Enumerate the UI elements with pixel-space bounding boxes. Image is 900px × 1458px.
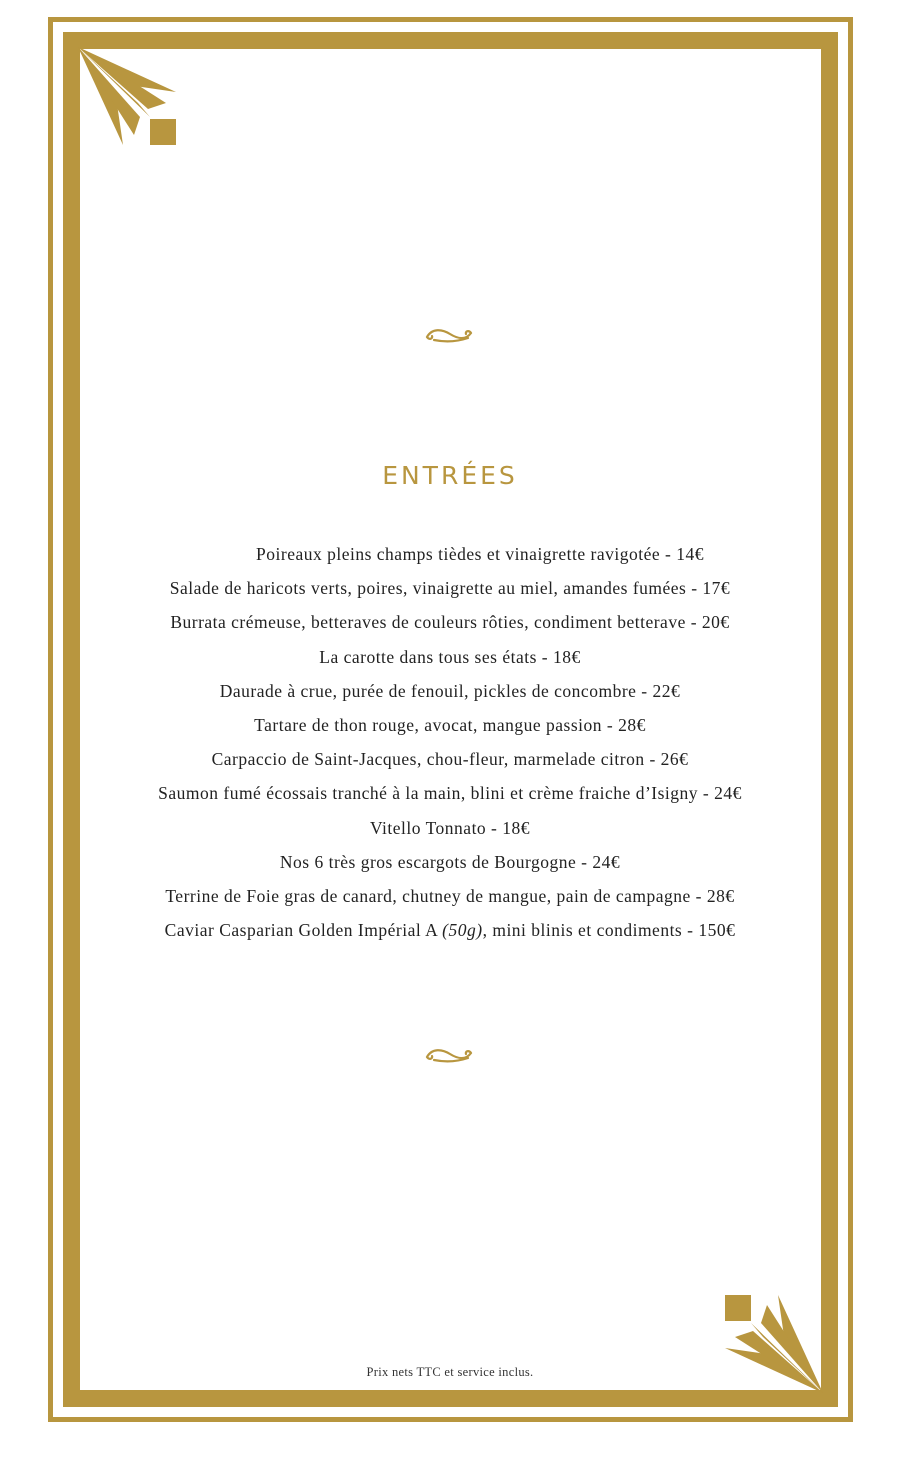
menu-item-text: , mini blinis et condiments - 150€: [482, 920, 736, 941]
menu-item: Burrata crémeuse, betteraves de couleurs rôties, condiment betterave - 20€: [170, 612, 730, 633]
menu-item: [0, 913, 900, 947]
section-title: ENTRÉES: [382, 461, 518, 490]
menu-item: La carotte dans tous ses états - 18€: [319, 646, 581, 667]
menu-item-weight: (50g): [442, 920, 483, 941]
menu-item: Saumon fumé écossais tranché à la main, blini et crème fraiche d’Isigny - 24€: [158, 783, 742, 804]
menu-item-text: Caviar Casparian Golden Impérial A: [164, 920, 443, 941]
menu-item: Carpaccio de Saint-Jacques, chou-fleur, marmelade citron - 26€: [211, 749, 689, 770]
art-deco-corner-icon-top-left: [78, 47, 178, 147]
menu-item: Tartare de thon rouge, avocat, mangue passion - 28€: [254, 714, 646, 735]
flourish-divider-icon: [424, 1046, 476, 1064]
flourish-divider-icon: [424, 326, 476, 344]
menu-item: Terrine de Foie gras de canard, chutney de mangue, pain de campagne - 28€: [165, 885, 735, 906]
price-note: Prix nets TTC et service inclus.: [366, 1365, 534, 1379]
menu-list: [0, 537, 900, 947]
menu-item: Vitello Tonnato - 18€: [369, 817, 531, 838]
menu-item: Nos 6 très gros escargots de Bourgogne - 24€: [279, 851, 621, 872]
menu-item: Poireaux pleins champs tièdes et vinaigrette ravigotée - 14€: [256, 544, 704, 564]
menu-item: Salade de haricots verts, poires, vinaigrette au miel, amandes fumées - 17€: [169, 578, 731, 599]
menu-item: Daurade à crue, purée de fenouil, pickles de concombre - 22€: [219, 680, 681, 701]
